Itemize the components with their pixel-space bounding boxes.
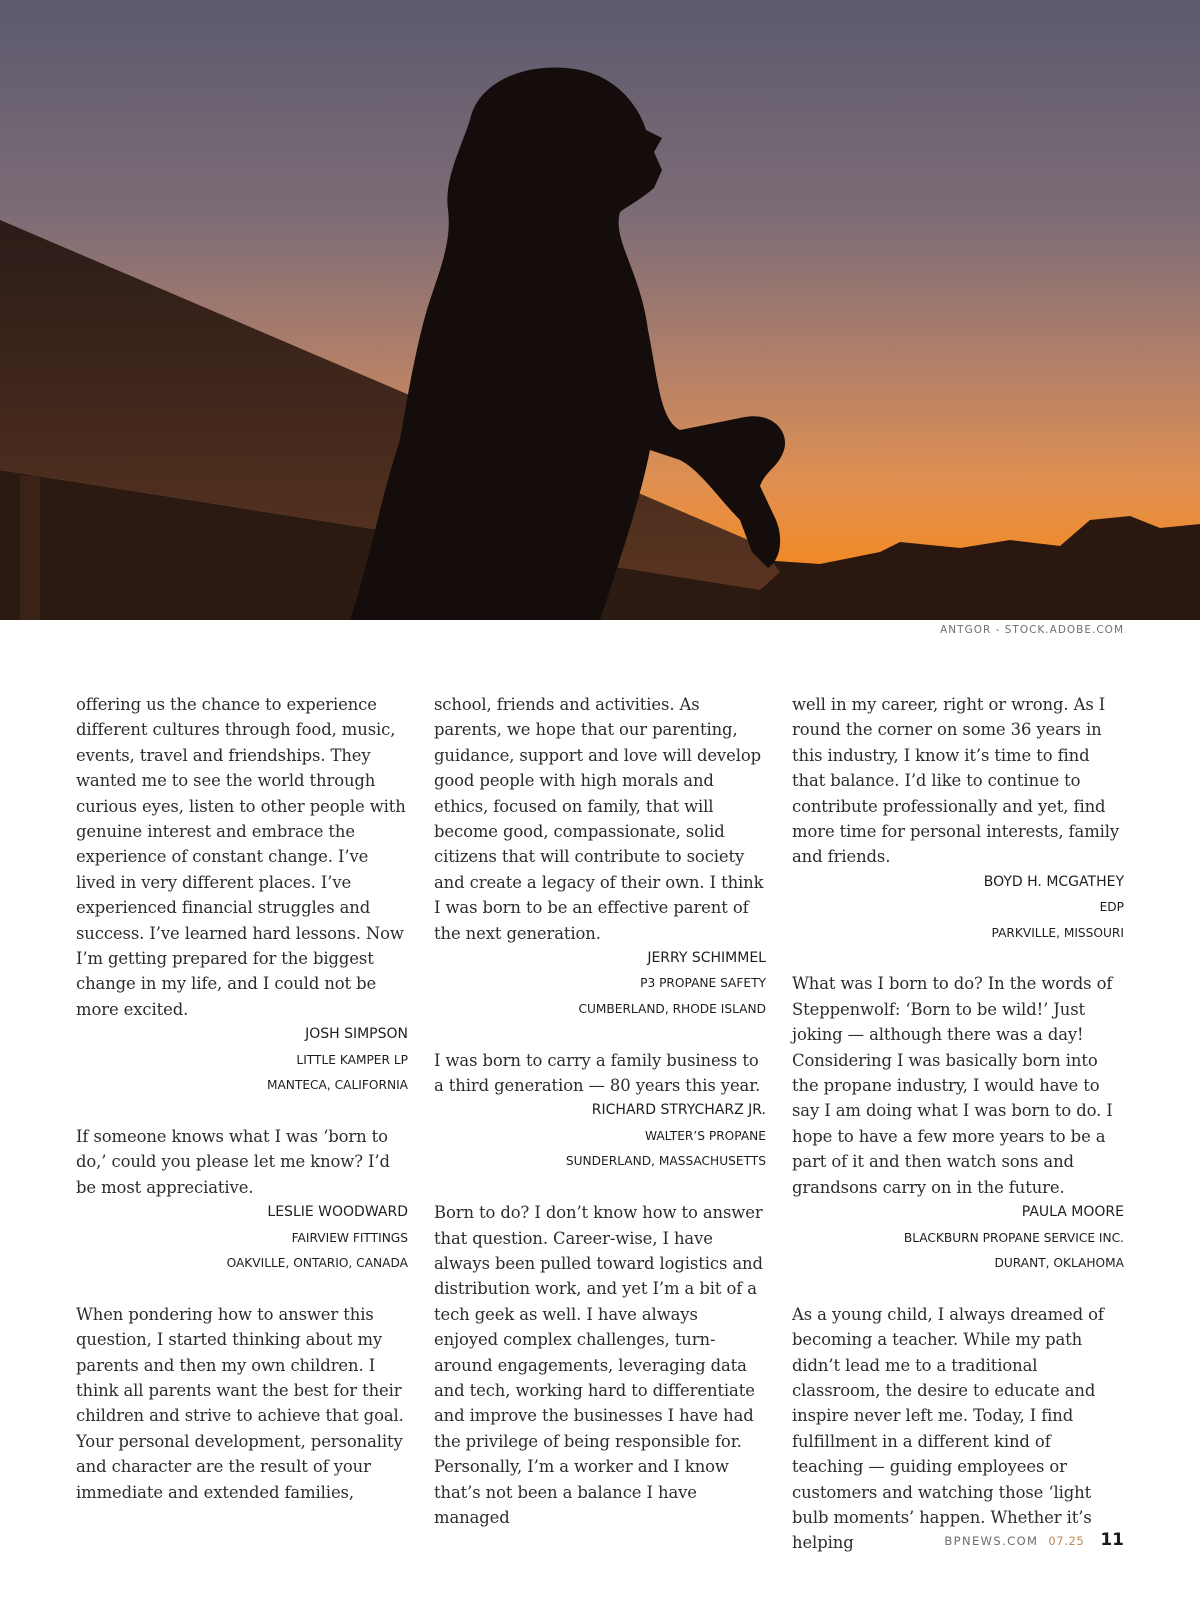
column-1 xyxy=(76,692,408,1556)
response-entry xyxy=(434,1048,766,1175)
signature xyxy=(76,1022,408,1098)
response-text: I was born to carry a family business to a third generation — 80 years this year. xyxy=(434,1050,761,1096)
response-entry xyxy=(792,1302,1124,1556)
author-company: WALTER’S PROPANE xyxy=(644,1128,766,1143)
author-location: DURANT, OKLAHOMA xyxy=(994,1255,1124,1270)
response-text: When pondering how to answer this question, I started thinking about my parents and then my own children. I think all parents want the best for their children and strive to achieve that goal. Your personal development, personality and character are the result of your immediate and extended families, xyxy=(76,1304,404,1502)
response-entry xyxy=(76,692,408,1099)
response-text: Born to do? I don’t know how to answer that question. Career-wise, I have always been pulled toward logistics and distribution work, and yet I’m a bit of a tech geek as well. I have always enjoyed complex challenges, turn-around engagements, leveraging data and tech, working hard to differentiate and improve the businesses I have had the privilege of being responsible for. Personally, I’m a worker and I know that’s not been a balance I have managed xyxy=(434,1203,763,1527)
author-location: CUMBERLAND, RHODE ISLAND xyxy=(578,1001,766,1016)
response-text: offering us the chance to experience different cultures through food, music, events, travel and friendships. They wanted me to see the world through curious eyes, listen to other people with genuine interest and embrace the experience of constant change. I’ve lived in very different places. I’ve experienced financial struggles and success. I’ve learned hard lessons. Now I’m getting prepared for the biggest change in my life, and I could not be more excited. xyxy=(76,695,406,1019)
response-entry xyxy=(434,1200,766,1530)
footer-website: BPNEWS.COM xyxy=(944,1534,1039,1548)
author-name: JOSH SIMPSON xyxy=(305,1026,408,1043)
page-number: 11 xyxy=(1100,1530,1124,1550)
footer-issue-date: 07.25 xyxy=(1048,1534,1085,1548)
signature xyxy=(434,1098,766,1174)
response-entry xyxy=(76,1124,408,1276)
page-footer xyxy=(944,1530,1124,1550)
hero-photo xyxy=(0,0,1200,620)
author-name: JERRY SCHIMMEL xyxy=(647,950,766,967)
article-columns xyxy=(76,692,1124,1556)
author-name: PAULA MOORE xyxy=(1021,1204,1124,1221)
response-entry xyxy=(434,692,766,1022)
author-name: BOYD H. MCGATHEY xyxy=(983,873,1124,890)
signature xyxy=(792,870,1124,946)
author-name: RICHARD STRYCHARZ JR. xyxy=(591,1102,766,1119)
photo-credit: ANTGOR - STOCK.ADOBE.COM xyxy=(940,624,1124,636)
response-entry xyxy=(792,971,1124,1276)
column-2 xyxy=(434,692,766,1556)
response-entry xyxy=(792,692,1124,946)
author-company: LITTLE KAMPER LP xyxy=(296,1052,408,1067)
author-location: MANTECA, CALIFORNIA xyxy=(266,1078,408,1093)
response-text: If someone knows what I was ‘born to do,’ could you please let me know? I’d be most appreciative. xyxy=(76,1126,390,1197)
author-location: OAKVILLE, ONTARIO, CANADA xyxy=(226,1255,408,1270)
response-text: What was I born to do? In the words of Steppenwolf: ‘Born to be wild!’ Just joking — although there was a day! Considering I was basically born into the propane industry, I would have to say I am doing what I was born to do. I hope to have a few more years to be a part of it and then watch sons and grandsons carry on in the future. xyxy=(792,974,1113,1197)
signature xyxy=(792,1200,1124,1276)
author-company: P3 PROPANE SAFETY xyxy=(640,976,766,991)
author-company: FAIRVIEW FITTINGS xyxy=(291,1230,408,1245)
response-text: As a young child, I always dreamed of becoming a teacher. While my path didn’t lead me to a traditional classroom, the desire to educate and inspire never left me. Today, I find fulfillment in a different kind of teaching — guiding employees or customers and watching those ‘light bulb moments’ happen. Whether it’s helping xyxy=(792,1304,1104,1553)
sunset-silhouette-image xyxy=(0,0,1200,620)
response-text: well in my career, right or wrong. As I round the corner on some 36 years in this industry, I know it’s time to find that balance. I’d like to continue to contribute professionally and yet, find more time for personal interests, family and friends. xyxy=(792,695,1120,867)
author-location: SUNDERLAND, MASSACHUSETTS xyxy=(565,1154,766,1169)
author-location: PARKVILLE, MISSOURI xyxy=(991,925,1124,940)
column-3 xyxy=(792,692,1124,1556)
signature xyxy=(434,946,766,1022)
response-entry xyxy=(76,1302,408,1505)
signature xyxy=(76,1200,408,1276)
response-text: school, friends and activities. As parents, we hope that our parenting, guidance, support and love will develop good people with high morals and ethics, focused on family, that will become good, compassionate, solid citizens that will contribute to society and create a legacy of their own. I think I was born to be an effective parent of the next generation. xyxy=(434,695,764,943)
author-company: BLACKBURN PROPANE SERVICE INC. xyxy=(903,1230,1124,1245)
author-name: LESLIE WOODWARD xyxy=(267,1204,408,1221)
author-company: EDP xyxy=(1099,900,1124,915)
